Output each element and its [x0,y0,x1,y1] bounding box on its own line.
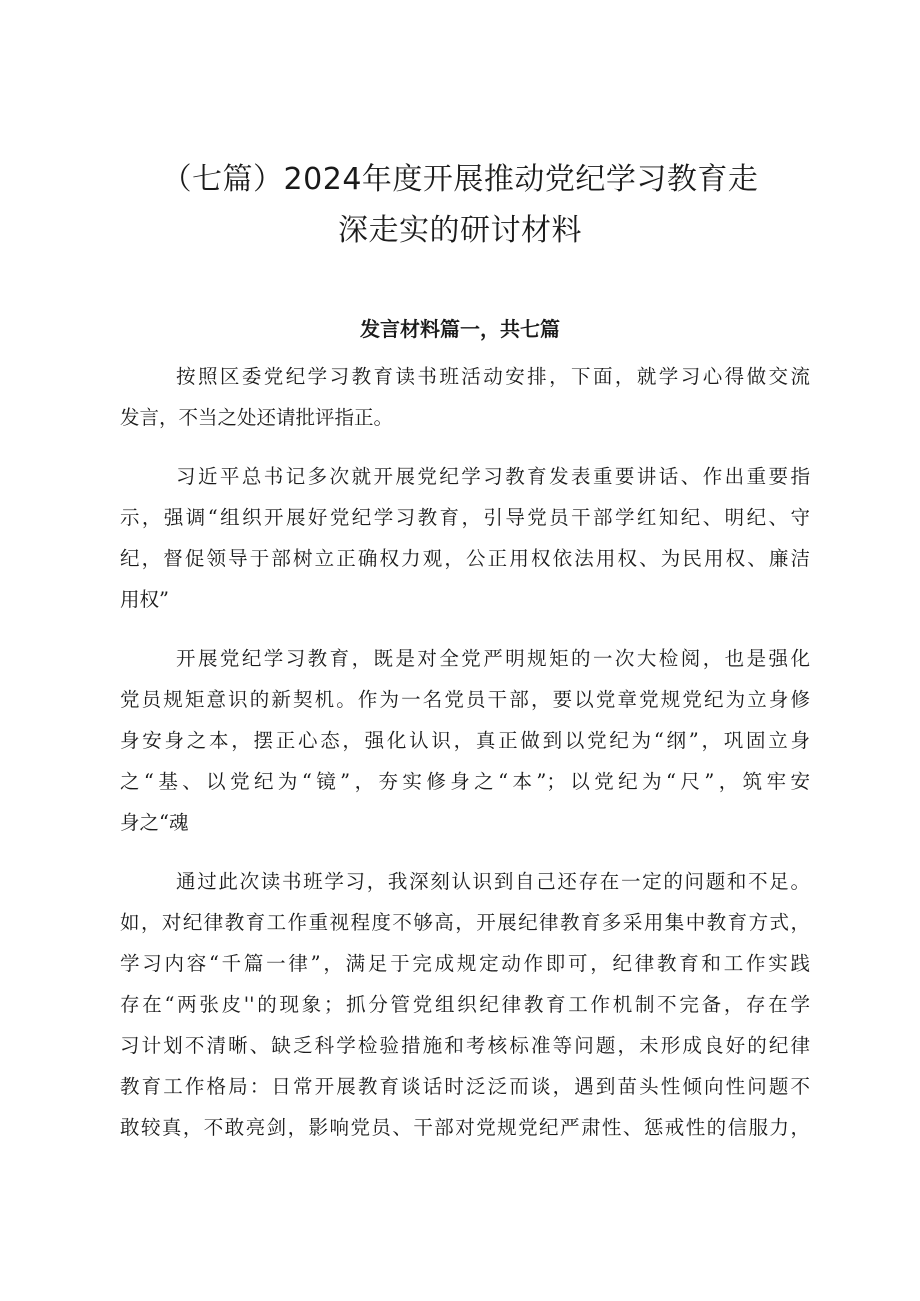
paragraph-line: 存在“两张皮''的现象；抓分管党组织纪律教育工作机制不完备，存在学 [120,993,810,1016]
paragraph-line: 通过此次读书班学习，我深刻认识到自己还存在一定的问题和不足。 [176,870,810,893]
paragraph-line: 纪，督促领导于部树立正确权力观，公正用权依法用权、为民用权、廉洁 [120,547,810,570]
paragraph-line: 党员规矩意识的新契机。作为一名党员干部，要以党章党规党纪为立身修 [120,688,810,711]
paragraph-line: 习近平总书记多次就开展党纪学习教育发表重要讲话、作出重要指 [176,465,810,488]
document-subtitle: 发言材料篇一，共七篇 [360,317,560,341]
paragraph-line: 学习内容“千篇一律”，满足于完成规定动作即可，纪律教育和工作实践 [120,952,810,975]
paragraph-line: 教育工作格局：日常开展教育谈话时泛泛而谈，遇到苗头性倾向性问题不 [120,1075,810,1098]
paragraph-line: 按照区委党纪学习教育读书班活动安排，下面，就学习心得做交流 [176,365,810,388]
title-line-2: 深走实的研讨材料 [338,213,582,248]
document-body [120,356,810,1148]
paragraph-line: 如，对纪律教育工作重视程度不够高，开展纪律教育多采用集中教育方式， [120,911,810,934]
paragraph-line: 身安身之本，摆正心态，强化认识，真正做到以党纪为“纲”，巩固立身 [120,729,810,752]
paragraph-line: 习计划不清晰、缺乏科学检验措施和考核标准等问题，未形成良好的纪律 [120,1034,810,1057]
paragraph-line: 发言，不当之处还请批评指正。 [120,406,394,429]
title-line-1: （七篇）2024年度开展推动党纪学习教育走 [161,162,759,197]
paragraph-line: 示，强调“组织开展好党纪学习教育，引导党员干部学红知纪、明纪、守 [120,506,810,529]
paragraph-1 [120,356,810,438]
paragraph-2 [120,456,810,620]
paragraph-line: 开展党纪学习教育，既是对全党严明规矩的一次大检阅，也是强化 [176,647,810,670]
paragraph-4 [120,861,810,1148]
paragraph-3 [120,638,810,843]
paragraph-line: 之“基、以党纪为“镜”，夯实修身之“本”；以党纪为“尺”，筑牢安 [120,770,810,793]
document-title [110,154,810,256]
paragraph-line: 身之“魂 [120,811,189,834]
paragraph-line: 敢较真，不敢亮剑，影响党员、干部对党规党纪严肃性、惩戒性的信服力， [120,1116,810,1139]
paragraph-line: 用权” [120,588,169,611]
